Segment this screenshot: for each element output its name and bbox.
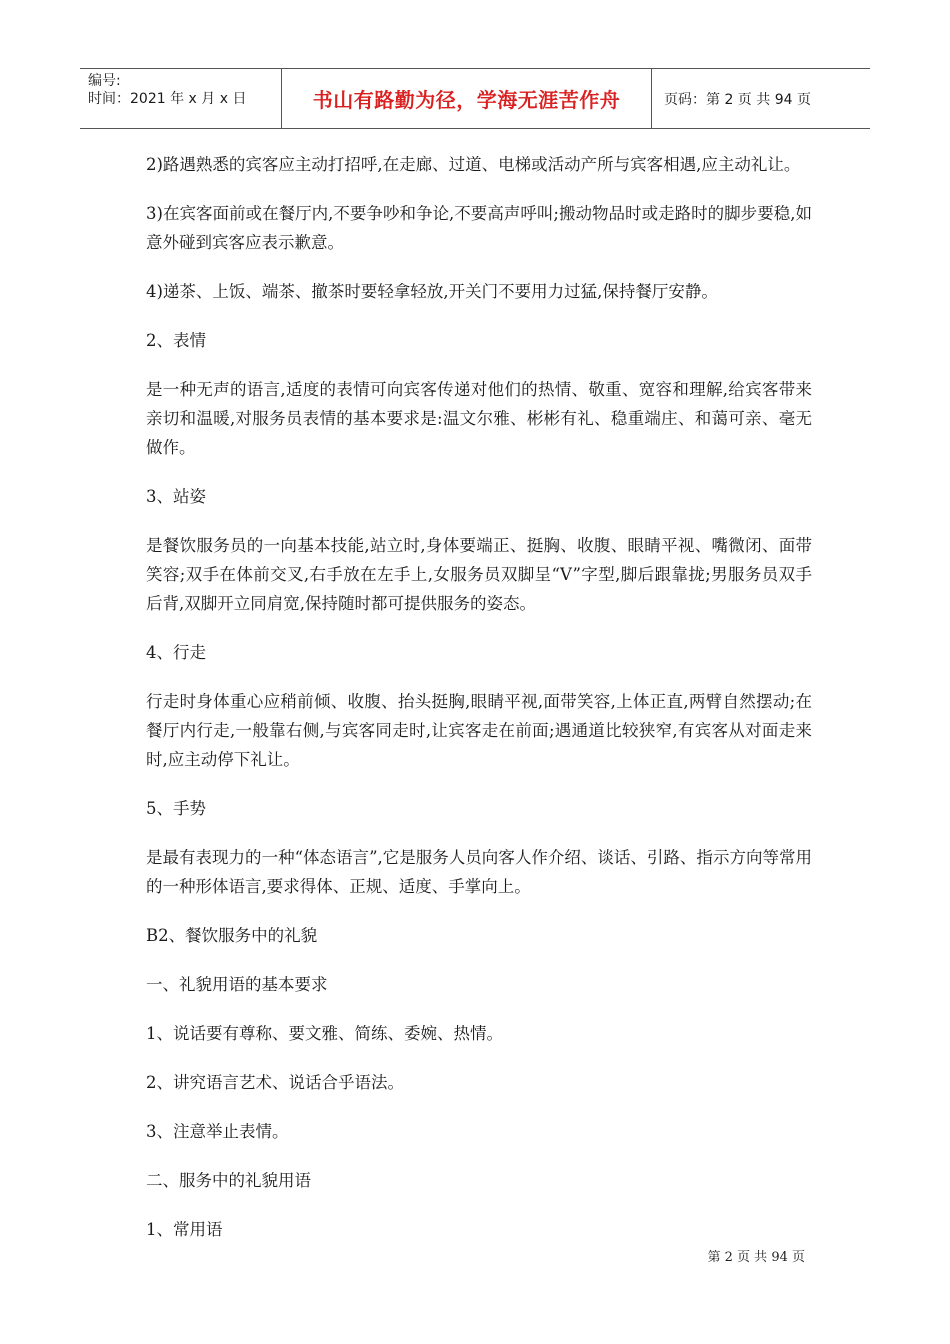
header-motto: 书山有路勤为径，学海无涯苦作舟 bbox=[282, 69, 652, 128]
page-footer: 第 2 页 共 94 页 bbox=[707, 1250, 805, 1265]
section-heading: 二、服务中的礼貌用语 bbox=[146, 1171, 311, 1190]
paragraph: 是最有表现力的一种“体态语言”,它是服务人员向客人作介绍、谈话、引路、指示方向等常用的一种形体语言,要求得体、正规、适度、手掌向上。 bbox=[146, 848, 812, 896]
paragraph: 是餐饮服务员的一向基本技能,站立时,身体要端正、挺胸、收腹、眼睛平视、嘴微闭、面带笑容;双手在体前交叉,右手放在左手上,女服务员双脚呈“V”字型,脚后跟靠拢;男服务员双手后背,双脚开立同肩宽,保持随时都可提供服务的姿态。 bbox=[146, 536, 812, 613]
paragraph: 3)在宾客面前或在餐厅内,不要争吵和争论,不要高声呼叫;搬动物品时或走路时的脚步要稳,如意外碰到宾客应表示歉意。 bbox=[146, 204, 812, 252]
paragraph: 4)递茶、上饭、端茶、撤茶时要轻拿轻放,开关门不要用力过猛,保持餐厅安静。 bbox=[146, 282, 718, 301]
list-item: 2、讲究语言艺术、说话合乎语法。 bbox=[146, 1073, 404, 1092]
header-page-number: 页码：第 2 页 共 94 页 bbox=[664, 91, 811, 108]
list-item: 1、说话要有尊称、要文雅、简练、委婉、热情。 bbox=[146, 1024, 503, 1043]
paragraph: 行走时身体重心应稍前倾、收腹、抬头挺胸,眼睛平视,面带笑容,上体正直,两臂自然摆动;在餐厅内行走,一般靠右侧,与宾客同走时,让宾客走在前面;遇通道比较狭窄,有宾客从对面走来时,应主动停下礼让。 bbox=[146, 692, 812, 769]
section-heading: 2、表情 bbox=[146, 331, 206, 350]
list-item: 3、注意举止表情。 bbox=[146, 1122, 289, 1141]
document-number-label: 编号: bbox=[88, 73, 121, 89]
page-header bbox=[80, 68, 870, 129]
section-heading: 5、手势 bbox=[146, 799, 206, 818]
section-heading: 一、礼貌用语的基本要求 bbox=[146, 975, 328, 994]
section-heading: 3、站姿 bbox=[146, 487, 206, 506]
list-item: 1、常用语 bbox=[146, 1220, 223, 1239]
section-heading: 4、行走 bbox=[146, 643, 206, 662]
paragraph: 2)路遇熟悉的宾客应主动打招呼,在走廊、过道、电梯或活动产所与宾客相遇,应主动礼让。 bbox=[146, 155, 801, 174]
header-meta-cell bbox=[80, 69, 282, 128]
paragraph: 是一种无声的语言,适度的表情可向宾客传递对他们的热情、敬重、宽容和理解,给宾客带来亲切和温暖,对服务员表情的基本要求是:温文尔雅、彬彬有礼、稳重端庄、和蔼可亲、毫无做作。 bbox=[146, 380, 812, 457]
document-time-label: 时间：2021 年 x 月 x 日 bbox=[88, 91, 247, 107]
section-heading: B2、餐饮服务中的礼貌 bbox=[146, 926, 318, 945]
document-body bbox=[146, 150, 812, 1264]
